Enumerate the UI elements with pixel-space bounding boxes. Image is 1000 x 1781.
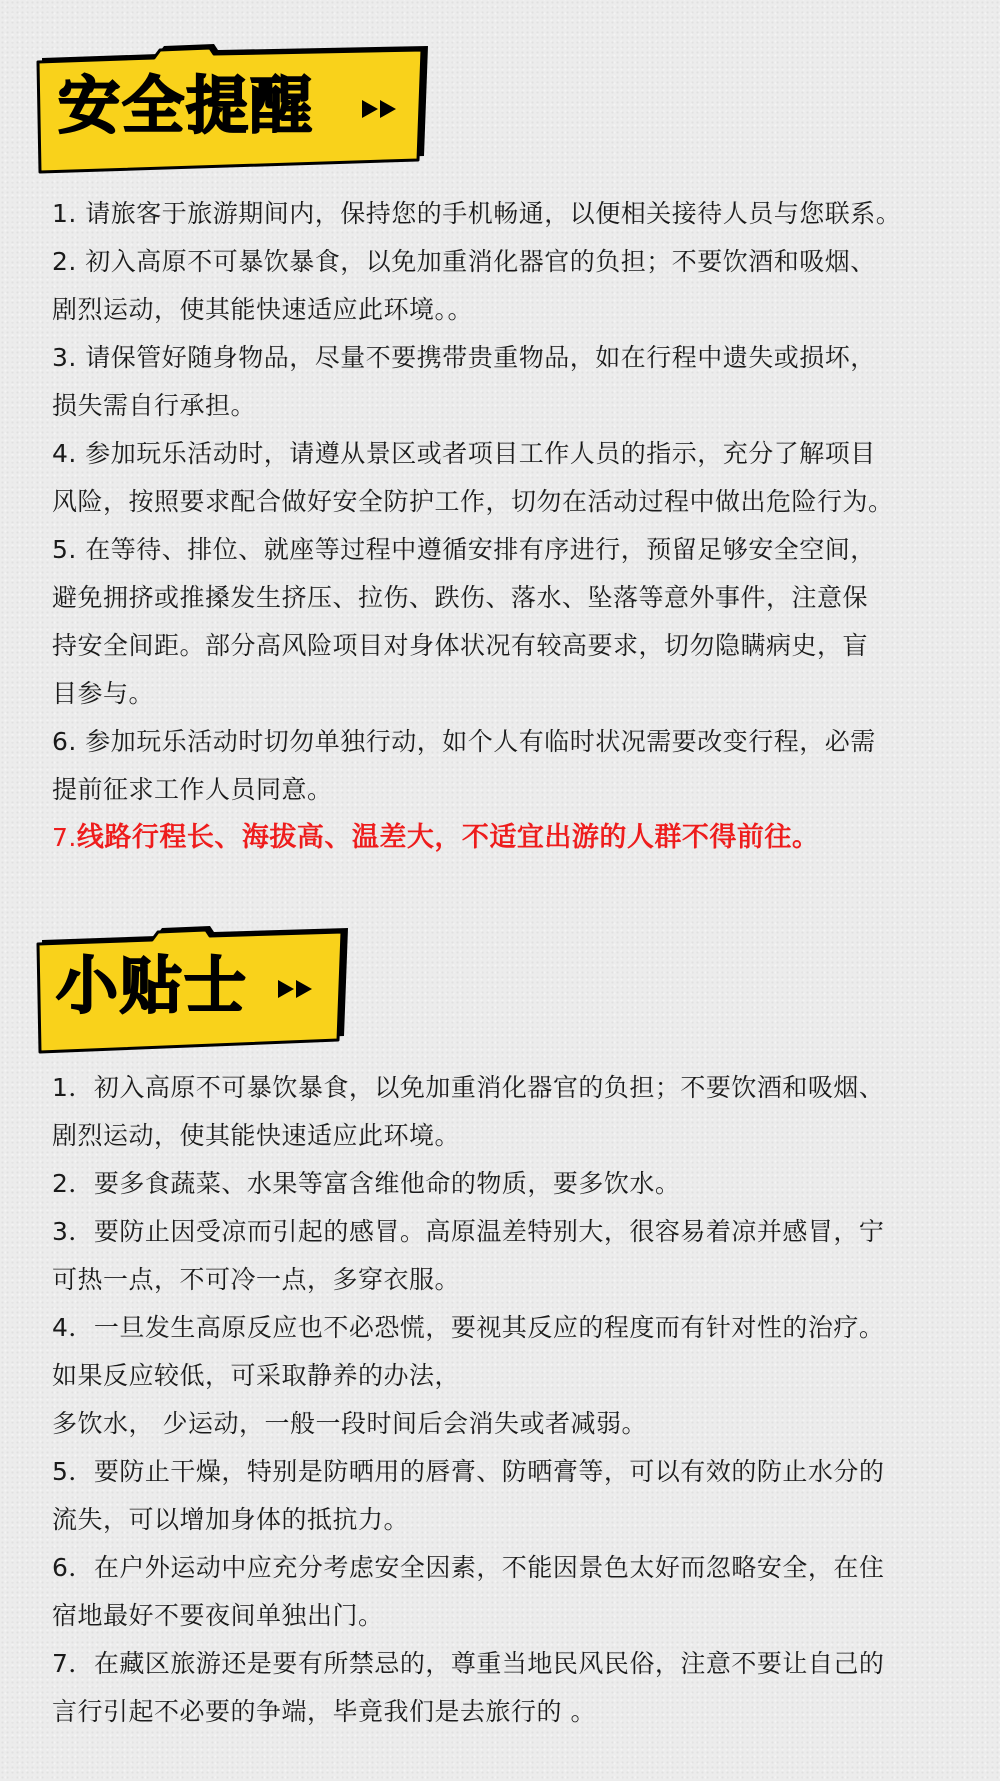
list-item [52, 190, 972, 238]
list-item-line: 1．初入高原不可暴饮暴食，以免加重消化器官的负担；不要饮酒和吸烟、 [52, 1073, 885, 1102]
list-item-line: 如果反应较低，可采取静养的办法， [52, 1361, 461, 1390]
double-arrow-icon [278, 980, 312, 998]
list-item [52, 718, 972, 814]
list-item-line: 4．一旦发生高原反应也不必恐慌，要视其反应的程度而有针对性的治疗。 [52, 1313, 885, 1342]
list-item-line: 5．要防止干燥，特别是防晒用的唇膏、防晒膏等，可以有效的防止水分的 [52, 1457, 885, 1486]
tips-banner [38, 926, 352, 1052]
list-item [52, 1448, 972, 1544]
list-item [52, 1160, 972, 1208]
safety-title: 安全提醒 [58, 69, 315, 142]
list-item-line: 1. 请旅客于旅游期间内，保持您的手机畅通，以便相关接待人员与您联系。 [52, 199, 902, 228]
list-item-line: 流失，可以增加身体的抵抗力。 [52, 1505, 410, 1534]
safety-alert-text: 线路行程长、海拔高、温差大，不适宜出游的人群不得前往。 [76, 822, 820, 853]
list-item-line: 风险，按照要求配合做好安全防护工作，切勿在活动过程中做出危险行为。 [52, 487, 894, 516]
list-item [52, 1640, 972, 1736]
list-item-line: 3. 请保管好随身物品，尽量不要携带贵重物品，如在行程中遗失或损坏， [52, 343, 876, 372]
list-item-line: 避免拥挤或推搡发生挤压、拉伤、跌伤、落水、坠落等意外事件，注意保 [52, 583, 869, 612]
safety-banner [38, 44, 432, 172]
list-item [52, 1304, 972, 1448]
list-item-line: 宿地最好不要夜间单独出门。 [52, 1601, 384, 1630]
list-item-line: 损失需自行承担。 [52, 391, 257, 420]
list-item-line: 可热一点，不可冷一点，多穿衣服。 [52, 1265, 461, 1294]
tips-title: 小贴士 [56, 949, 249, 1022]
list-item [52, 526, 972, 718]
list-item-line: 言行引起不必要的争端，毕竟我们是去旅行的 。 [52, 1697, 596, 1726]
list-item-line: 持安全间距。部分高风险项目对身体状况有较高要求，切勿隐瞒病史，盲 [52, 631, 869, 660]
list-item [52, 1544, 972, 1640]
list-item-line: 多饮水， 少运动，一般一段时间后会消失或者减弱。 [52, 1409, 647, 1438]
tips-list [52, 1064, 972, 1736]
list-item-line: 7．在藏区旅游还是要有所禁忌的，尊重当地民风民俗，注意不要让自己的 [52, 1649, 885, 1678]
list-item [52, 334, 972, 430]
double-arrow-icon [362, 100, 396, 118]
list-item-line: 6．在户外运动中应充分考虑安全因素，不能因景色太好而忽略安全，在住 [52, 1553, 885, 1582]
list-item-line: 2．要多食蔬菜、水果等富含维他命的物质，要多饮水。 [52, 1169, 681, 1198]
list-item [52, 1064, 972, 1160]
list-item-line: 3．要防止因受凉而引起的感冒。高原温差特别大，很容易着凉并感冒，宁 [52, 1217, 885, 1246]
list-item [52, 430, 972, 526]
list-item-line: 目参与。 [52, 679, 155, 708]
list-item-line: 6. 参加玩乐活动时切勿单独行动，如个人有临时状况需要改变行程，必需 [52, 727, 876, 756]
safety-list [52, 190, 972, 862]
safety-alert-item [52, 814, 972, 862]
list-item-line: 提前征求工作人员同意。 [52, 775, 333, 804]
list-item [52, 1208, 972, 1304]
list-item-line: 5. 在等待、排位、就座等过程中遵循安排有序进行，预留足够安全空间， [52, 535, 876, 564]
list-item-line: 剧烈运动，使其能快速适应此环境。 [52, 1121, 461, 1150]
list-item [52, 238, 972, 334]
list-item-line: 4. 参加玩乐活动时，请遵从景区或者项目工作人员的指示，充分了解项目 [52, 439, 876, 468]
safety-alert-number: 7. [52, 823, 77, 852]
list-item-line: 2. 初入高原不可暴饮暴食，以免加重消化器官的负担；不要饮酒和吸烟、 [52, 247, 876, 276]
list-item-line: 剧烈运动，使其能快速适应此环境。。 [52, 295, 474, 324]
